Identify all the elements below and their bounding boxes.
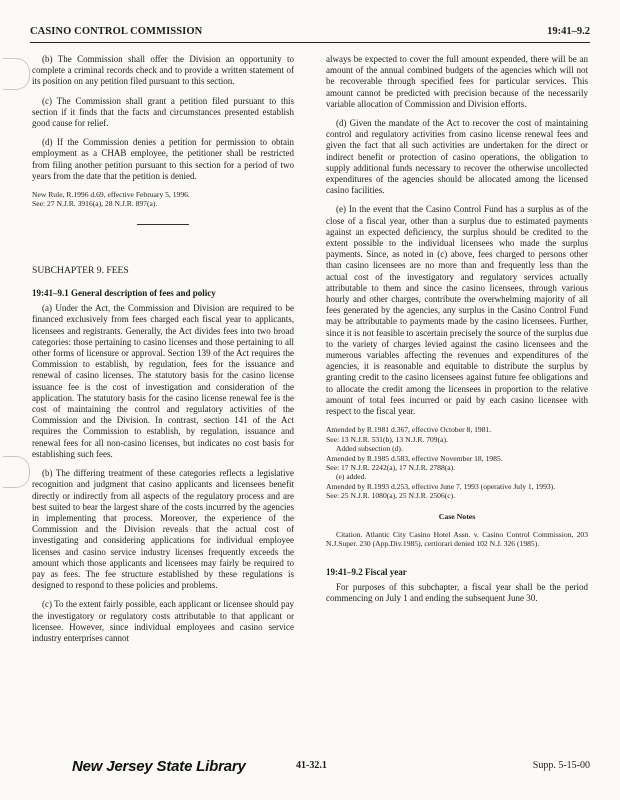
- punch-hole-mark: [3, 456, 30, 488]
- amendment-note: (e) added.: [336, 472, 367, 482]
- subchapter-title: SUBCHAPTER 9. FEES: [32, 264, 129, 276]
- amendment-note: Added subsection (d).: [336, 444, 403, 454]
- running-header: [30, 26, 590, 42]
- case-note: Citation. Atlantic City Casino Hotel Assn. v. Casino Control Commission, 203 N.J.Super. 230 (App.Div.1985), certiorari denied 102 N.J. 326 (1985).: [326, 529, 588, 549]
- page-footer: [30, 756, 590, 780]
- page-number: 41-32.1: [296, 760, 327, 771]
- right-column: [326, 54, 588, 612]
- amendment-note: Amended by R.1981 d.367, effective October 8, 1981.: [326, 425, 492, 435]
- section-heading: 19:41–9.1 General description of fees and policy: [32, 288, 216, 299]
- supplement-date: Supp. 5-15-00: [532, 760, 590, 771]
- section-divider: [137, 224, 189, 225]
- source-note: New Rule, R.1996 d.69, effective February 5, 1996.: [32, 190, 190, 200]
- header-rule: [30, 42, 590, 43]
- header-section-number: 19:41–9.2: [547, 26, 590, 37]
- paragraph: (b) The Commission shall offer the Division an opportunity to complete a criminal records check and to provide a written statement of its position on any petition filed pursuant to this section.: [32, 54, 294, 87]
- case-notes-heading: Case Notes: [438, 511, 476, 521]
- amendment-note: See: 13 N.J.R. 531(b), 13 N.J.R. 709(a).: [326, 434, 448, 444]
- header-title: CASINO CONTROL COMMISSION: [30, 26, 203, 37]
- amendment-note: Amended by R.1993 d.253, effective June 7, 1993 (operative July 1, 1993).: [326, 481, 556, 491]
- paragraph: For purposes of this subchapter, a fiscal year shall be the period commencing on July 1 and ending the subsequent June 30.: [326, 581, 588, 603]
- amendment-note: Amended by R.1985 d.583, effective November 18, 1985.: [326, 453, 503, 463]
- amendment-note: See: 17 N.J.R. 2242(a), 17 N.J.R. 2788(a).: [326, 462, 456, 472]
- source-note: See: 27 N.J.R. 3916(a), 28 N.J.R. 897(a).: [32, 199, 158, 209]
- paragraph: (b) The differing treatment of these categories reflects a legislative recognition and judgment that casino applicants and licensees benefit directly or indirectly from all aspects of the regulatory process and are best suited to bear the largest share of the costs incurred by the agencies in implementing that process. Moreover, the experience of the Commission and the Division reveals that the actual cost of investigating and considering applications for individual employee licenses and casino service industry licenses frequently exceeds the amount which those applicants and licensees may fairly be required to pay as fees. The fee structure established by these regulations is designed to respond to these policies and problems.: [32, 468, 294, 591]
- paragraph: (d) Given the mandate of the Act to recover the cost of maintaining control and regulatory activities from casino license renewal fees and given the fact that all such activities are undertaken for the direct or indirect benefit or protection of casino operations, the obligation to supply additional funds necessary to recover the otherwise uncollected expenditures of the agencies should be allocated among the licensed casino facilities.: [326, 118, 588, 196]
- left-column: [32, 54, 294, 652]
- section-heading: 19:41–9.2 Fiscal year: [326, 566, 407, 577]
- punch-hole-mark: [3, 58, 30, 90]
- paragraph: always be expected to cover the full amount expended, there will be an amount of the annual combined budgets of the agencies which will not be recoverable through specified fees for particular services. This amount cannot be predicted with precision because of the necessarily variable allocation of Commission and Division efforts.: [326, 54, 588, 109]
- paragraph: (e) In the event that the Casino Control Fund has a surplus as of the close of a fiscal year, other than a surplus due to estimated payments against an expected deficiency, the surplus should be credited to the extent possible to the individual licensees who made the surplus payments. Since, as noted in (c) above, fees charged to persons other than casino licensees are no more than and frequently less than the actual cost of the investigatory and regulatory services actually attributable to them and since the casino licensees, through various hourly and other charges, contribute the overwhelming majority of all fees generated by the agencies, any surplus in the Casino Control Fund may be attributable to payments made by the casino licensees. Further, since it is not feasible to ascertain precisely the source of the surplus due to the variety of charges levied against the casino licensees and the numerous variables affecting the revenues and expenditures of the agencies, it is reasonable and equitable to distribute the surplus by granting credit to the casino licensees against future fee obligations and to allocate the credit among the licensees in proportion to the relative amount of total fees incurred or paid by each casino licensee with respect to the fiscal year.: [326, 204, 588, 417]
- paragraph: (d) If the Commission denies a petition for permission to obtain employment as a CHAB employee, the petitioner shall be restricted from filing another petition pursuant to this section for a period of two years from the date that the petition is denied.: [32, 137, 294, 181]
- paragraph: (c) The Commission shall grant a petition filed pursuant to this section if it finds that the facts and circumstances presented establish good cause for relief.: [32, 95, 294, 129]
- library-stamp: New Jersey State Library: [72, 758, 246, 775]
- amendment-note: See: 25 N.J.R. 1080(a), 25 N.J.R. 2506(c).: [326, 491, 456, 501]
- paragraph: (a) Under the Act, the Commission and Division are required to be financed exclusively from fees charged each fiscal year to applicants, licensees and registrants. Generally, the Act divides fees into two broad categories: those pertaining to casino licenses and those pertaining to all other forms of licensure or approval. Section 139 of the Act requires the Commission to establish, by regulation, fees for the issuance and renewal of casino licenses. The statutory basis for the casino license issuance fee is the cost of investigation and consideration of the application. The statutory basis for the casino license renewal fee is the cost of maintaining the control and regulatory activities of the Commission and the Division. In contrast, section 141 of the Act requires the Commission to establish, by regulation, issuance and renewal fees for all non-casino licenses, but indicates no cost basis for establishing such fees.: [32, 303, 294, 459]
- paragraph: (c) To the extent fairly possible, each applicant or licensee should pay the investigatory or regulatory costs attributable to that applicant or licensee. However, since individual employees and casino service industry enterprises cannot: [32, 599, 294, 643]
